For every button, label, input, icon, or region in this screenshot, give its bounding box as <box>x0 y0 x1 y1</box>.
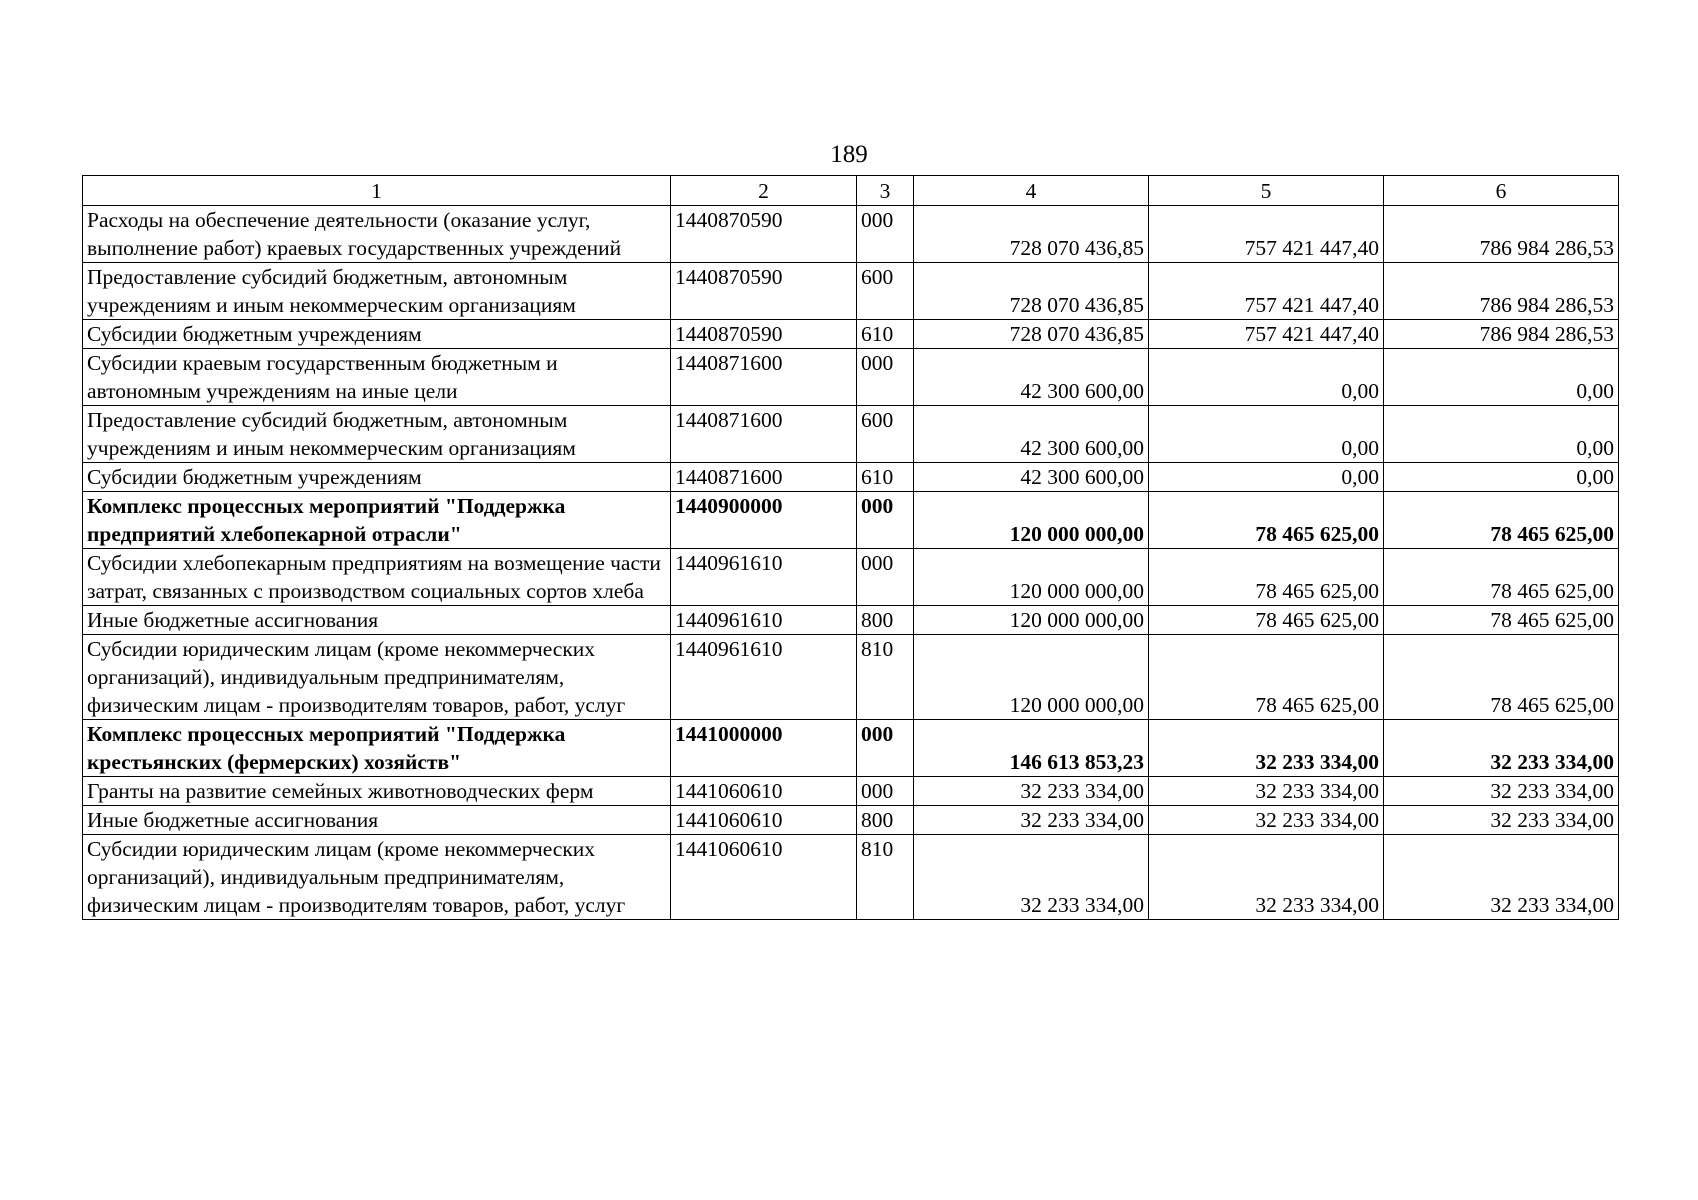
row-type-cell: 000 <box>857 206 914 263</box>
row-type-cell: 610 <box>857 320 914 349</box>
row-value-5-cell: 0,00 <box>1149 349 1384 406</box>
row-value-4-cell: 42 300 600,00 <box>914 406 1149 463</box>
row-code-cell: 1441060610 <box>671 777 857 806</box>
table-row <box>83 263 1619 320</box>
row-code-cell: 1441000000 <box>671 720 857 777</box>
table-row <box>83 806 1619 835</box>
row-code-cell: 1440961610 <box>671 606 857 635</box>
table-row <box>83 777 1619 806</box>
row-name-cell: Комплекс процессных мероприятий "Поддержка предприятий хлебопекарной отрасли" <box>83 492 671 549</box>
row-code-cell: 1441060610 <box>671 806 857 835</box>
header-row <box>83 176 1619 206</box>
row-code-cell: 1440961610 <box>671 549 857 606</box>
row-name-cell: Субсидии юридическим лицам (кроме некоммерческих организаций), индивидуальным предпринимателям, физическим лицам - производителям товаров, работ, услуг <box>83 835 671 920</box>
row-value-4-cell: 120 000 000,00 <box>914 492 1149 549</box>
row-value-6-cell: 786 984 286,53 <box>1384 206 1619 263</box>
column-header-5: 5 <box>1149 176 1384 206</box>
row-value-4-cell: 728 070 436,85 <box>914 206 1149 263</box>
row-name-cell: Предоставление субсидий бюджетным, автономным учреждениям и иным некоммерческим организациям <box>83 263 671 320</box>
row-value-4-cell: 42 300 600,00 <box>914 349 1149 406</box>
row-value-4-cell: 32 233 334,00 <box>914 835 1149 920</box>
row-value-5-cell: 757 421 447,40 <box>1149 320 1384 349</box>
row-type-cell: 600 <box>857 263 914 320</box>
row-type-cell: 600 <box>857 406 914 463</box>
row-value-5-cell: 0,00 <box>1149 463 1384 492</box>
table-row <box>83 492 1619 549</box>
row-value-5-cell: 32 233 334,00 <box>1149 720 1384 777</box>
row-value-6-cell: 786 984 286,53 <box>1384 320 1619 349</box>
table-row <box>83 320 1619 349</box>
row-value-5-cell: 757 421 447,40 <box>1149 263 1384 320</box>
row-value-4-cell: 120 000 000,00 <box>914 635 1149 720</box>
row-type-cell: 000 <box>857 720 914 777</box>
row-value-6-cell: 78 465 625,00 <box>1384 549 1619 606</box>
column-header-2: 2 <box>671 176 857 206</box>
row-code-cell: 1440870590 <box>671 263 857 320</box>
row-value-6-cell: 78 465 625,00 <box>1384 635 1619 720</box>
table-body <box>83 206 1619 920</box>
table-row <box>83 406 1619 463</box>
table-row <box>83 206 1619 263</box>
row-type-cell: 610 <box>857 463 914 492</box>
row-value-4-cell: 728 070 436,85 <box>914 263 1149 320</box>
row-type-cell: 810 <box>857 635 914 720</box>
row-code-cell: 1440870590 <box>671 206 857 263</box>
row-value-6-cell: 786 984 286,53 <box>1384 263 1619 320</box>
row-name-cell: Субсидии юридическим лицам (кроме некоммерческих организаций), индивидуальным предпринимателям, физическим лицам - производителям товаров, работ, услуг <box>83 635 671 720</box>
row-value-4-cell: 120 000 000,00 <box>914 606 1149 635</box>
row-value-6-cell: 0,00 <box>1384 406 1619 463</box>
row-value-4-cell: 32 233 334,00 <box>914 777 1149 806</box>
row-value-6-cell: 32 233 334,00 <box>1384 806 1619 835</box>
row-value-4-cell: 32 233 334,00 <box>914 806 1149 835</box>
row-value-6-cell: 32 233 334,00 <box>1384 777 1619 806</box>
row-type-cell: 000 <box>857 777 914 806</box>
row-type-cell: 000 <box>857 349 914 406</box>
row-name-cell: Иные бюджетные ассигнования <box>83 806 671 835</box>
row-type-cell: 000 <box>857 549 914 606</box>
row-type-cell: 810 <box>857 835 914 920</box>
table-row <box>83 835 1619 920</box>
row-value-4-cell: 120 000 000,00 <box>914 549 1149 606</box>
table-row <box>83 720 1619 777</box>
row-name-cell: Комплекс процессных мероприятий "Поддержка крестьянских (фермерских) хозяйств" <box>83 720 671 777</box>
row-value-5-cell: 78 465 625,00 <box>1149 635 1384 720</box>
row-type-cell: 800 <box>857 606 914 635</box>
row-type-cell: 000 <box>857 492 914 549</box>
row-value-5-cell: 78 465 625,00 <box>1149 492 1384 549</box>
row-code-cell: 1440900000 <box>671 492 857 549</box>
column-header-4: 4 <box>914 176 1149 206</box>
row-value-6-cell: 78 465 625,00 <box>1384 606 1619 635</box>
table-row <box>83 549 1619 606</box>
table-row <box>83 606 1619 635</box>
table-row <box>83 635 1619 720</box>
row-value-4-cell: 146 613 853,23 <box>914 720 1149 777</box>
row-value-6-cell: 32 233 334,00 <box>1384 720 1619 777</box>
row-value-5-cell: 78 465 625,00 <box>1149 606 1384 635</box>
column-header-1: 1 <box>83 176 671 206</box>
row-value-6-cell: 32 233 334,00 <box>1384 835 1619 920</box>
row-value-5-cell: 78 465 625,00 <box>1149 549 1384 606</box>
budget-table <box>82 175 1619 920</box>
row-code-cell: 1440870590 <box>671 320 857 349</box>
table-row <box>83 463 1619 492</box>
row-value-5-cell: 32 233 334,00 <box>1149 806 1384 835</box>
column-header-3: 3 <box>857 176 914 206</box>
row-type-cell: 800 <box>857 806 914 835</box>
row-value-5-cell: 32 233 334,00 <box>1149 835 1384 920</box>
table-row <box>83 349 1619 406</box>
row-code-cell: 1440871600 <box>671 406 857 463</box>
page-number: 189 <box>830 141 868 168</box>
row-name-cell: Субсидии краевым государственным бюджетным и автономным учреждениям на иные цели <box>83 349 671 406</box>
column-header-6: 6 <box>1384 176 1619 206</box>
row-value-6-cell: 0,00 <box>1384 349 1619 406</box>
row-code-cell: 1440871600 <box>671 349 857 406</box>
row-name-cell: Гранты на развитие семейных животноводческих ферм <box>83 777 671 806</box>
row-value-5-cell: 757 421 447,40 <box>1149 206 1384 263</box>
row-name-cell: Расходы на обеспечение деятельности (оказание услуг, выполнение работ) краевых государственных учреждений <box>83 206 671 263</box>
row-code-cell: 1440961610 <box>671 635 857 720</box>
row-code-cell: 1441060610 <box>671 835 857 920</box>
row-name-cell: Субсидии хлебопекарным предприятиям на возмещение части затрат, связанных с производством социальных сортов хлеба <box>83 549 671 606</box>
row-name-cell: Предоставление субсидий бюджетным, автономным учреждениям и иным некоммерческим организациям <box>83 406 671 463</box>
row-value-5-cell: 32 233 334,00 <box>1149 777 1384 806</box>
row-value-4-cell: 728 070 436,85 <box>914 320 1149 349</box>
row-name-cell: Субсидии бюджетным учреждениям <box>83 320 671 349</box>
row-value-4-cell: 42 300 600,00 <box>914 463 1149 492</box>
row-value-6-cell: 0,00 <box>1384 463 1619 492</box>
row-name-cell: Иные бюджетные ассигнования <box>83 606 671 635</box>
row-value-6-cell: 78 465 625,00 <box>1384 492 1619 549</box>
row-name-cell: Субсидии бюджетным учреждениям <box>83 463 671 492</box>
row-value-5-cell: 0,00 <box>1149 406 1384 463</box>
row-code-cell: 1440871600 <box>671 463 857 492</box>
